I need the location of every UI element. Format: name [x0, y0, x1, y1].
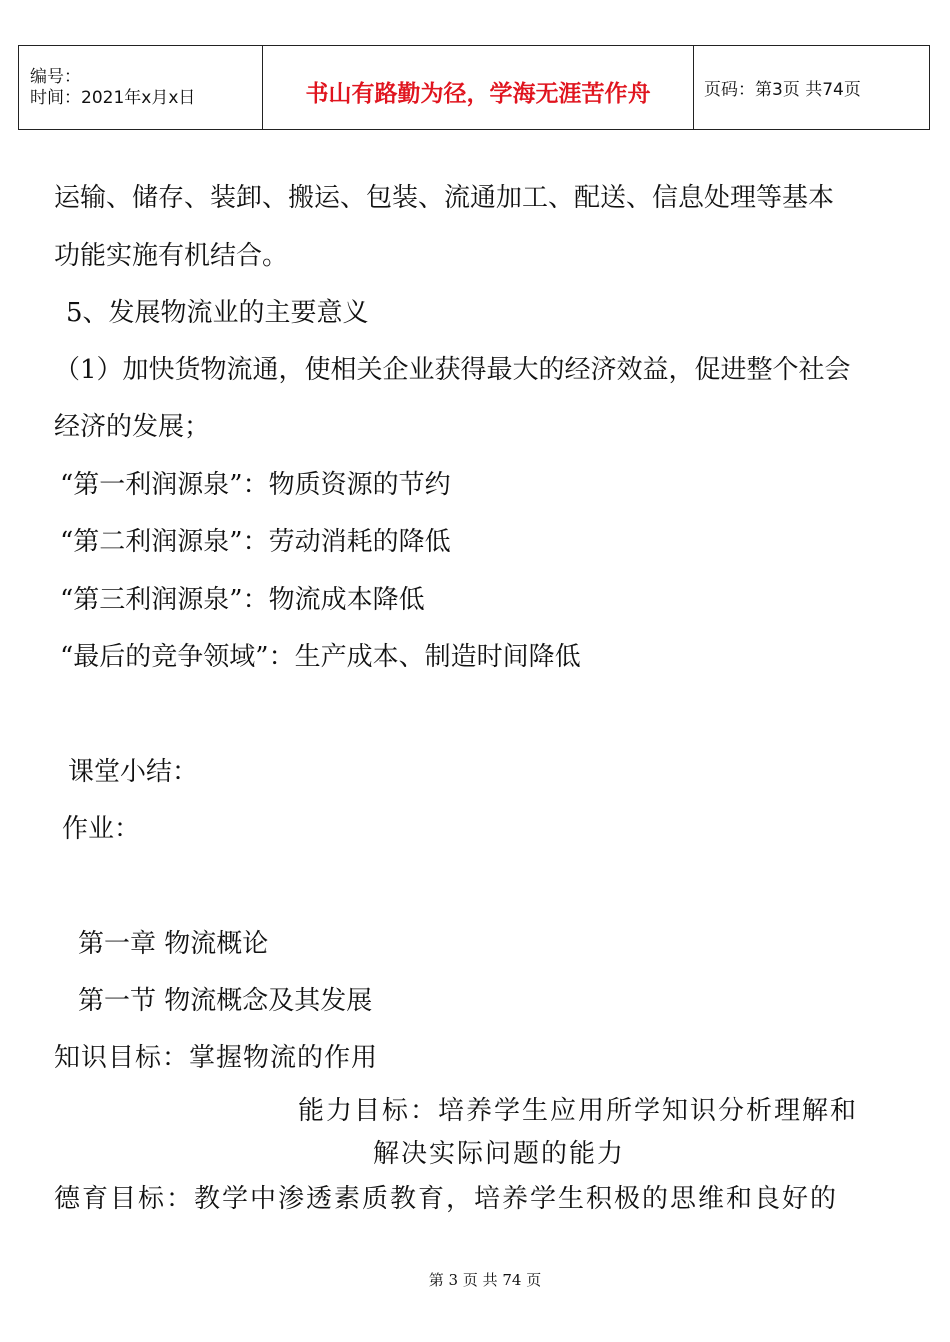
profit-source-2: “第二利润源泉”：劳动消耗的降低 [60, 527, 451, 557]
body-line-2: 功能实施有机结合。 [54, 241, 289, 271]
profit-source-3: “第三利润源泉”：物流成本降低 [60, 585, 425, 615]
moral-goal: 德育目标：教学中渗透素质教育，培养学生积极的思维和良好的 [54, 1184, 839, 1214]
homework-label: 作业： [62, 814, 141, 844]
header-meta [19, 46, 263, 130]
page-header [18, 45, 930, 130]
header-page-info: 页码：第3页 共74页 [694, 46, 930, 130]
section-title: 第一节 物流概念及其发展 [78, 986, 373, 1016]
ability-goal-line-1: 能力目标：培养学生应用所学知识分析理解和 [298, 1096, 859, 1126]
knowledge-goal: 知识目标：掌握物流的作用 [54, 1043, 379, 1073]
body-line-1: 运输、储存、装卸、搬运、包装、流通加工、配送、信息处理等基本 [54, 183, 835, 213]
item5-title: 5、发展物流业的主要意义 [66, 298, 369, 328]
last-competition-field: “最后的竞争领域”：生产成本、制造时间降低 [60, 642, 581, 672]
header-date: 时间：2021年x月x日 [30, 87, 196, 108]
profit-source-1: “第一利润源泉”：物质资源的节约 [60, 470, 451, 500]
page-footer: 第 3 页 共 74 页 [428, 1271, 542, 1289]
item5-paragraph-1a: （1）加快货物流通，使相关企业获得最大的经济效益，促进整个社会 [54, 355, 851, 385]
header-code-label: 编号： [30, 66, 81, 87]
ability-goal-line-2: 解决实际问题的能力 [373, 1139, 626, 1169]
class-summary-label: 课堂小结： [68, 757, 199, 787]
chapter-title: 第一章 物流概论 [78, 929, 269, 959]
item5-paragraph-1b: 经济的发展； [54, 412, 211, 442]
header-motto: 书山有路勤为径，学海无涯苦作舟 [263, 46, 694, 130]
